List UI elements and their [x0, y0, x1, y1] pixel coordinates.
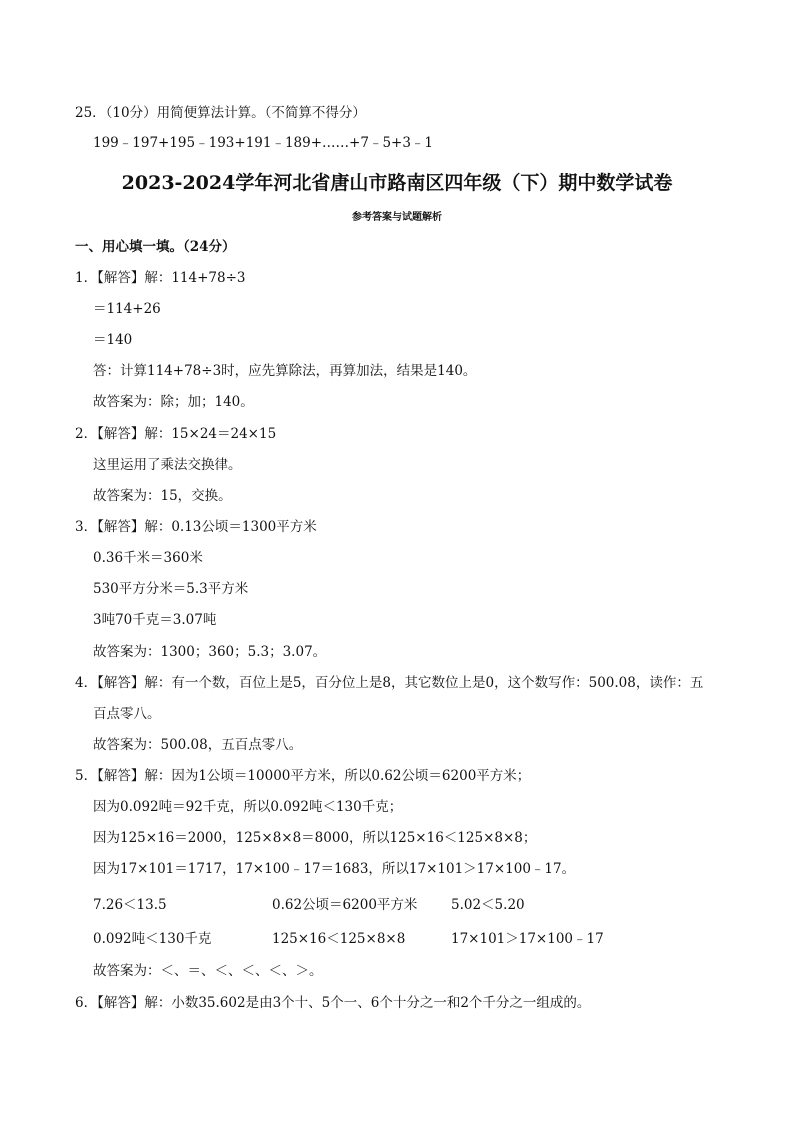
answer-5-line: 因为125×16＝2000，125×8×8＝8000，所以125×16＜125×8×8； — [93, 830, 537, 846]
answer-1-head: 1．【解答】解：114+78÷3 — [75, 270, 246, 286]
answer-3-line: 故答案为：1300；360；5.3；3.07。 — [93, 644, 327, 660]
answer-3-line: 3吨70千克＝3.07吨 — [93, 612, 217, 628]
answer-3-line: 530平方分米＝5.3平方米 — [93, 581, 249, 597]
answer-2-line: 故答案为：15，交换。 — [93, 488, 232, 504]
comparison-cell: 5.02＜5.20 — [451, 897, 525, 913]
answer-5-line: 因为0.092吨＝92千克，所以0.092吨＜130千克； — [93, 799, 403, 815]
answer-1-line: ＝140 — [93, 332, 133, 348]
answer-1-line: 故答案为：除；加；140。 — [93, 394, 254, 410]
comparison-cell: 7.26＜13.5 — [93, 897, 167, 913]
page-subtitle: 参考答案与试题解析 — [352, 212, 442, 223]
answer-4-head: 4．【解答】解：有一个数，百位上是5，百分位上是8，其它数位上是0，这个数写作：500.08，读作：五 — [75, 675, 704, 691]
answer-5-head: 5．【解答】解：因为1公顷＝10000平方米，所以0.62公顷＝6200平方米； — [75, 768, 531, 784]
comparison-cell: 0.62公顷＝6200平方米 — [272, 897, 418, 913]
answer-3-head: 3．【解答】解：0.13公顷＝1300平方米 — [75, 519, 317, 535]
comparison-cell: 0.092吨＜130千克 — [93, 931, 212, 947]
comparison-cell: 125×16＜125×8×8 — [272, 931, 406, 947]
answer-5-line: 故答案为：＜、＝、＜、＜、＜、＞。 — [93, 963, 323, 979]
answer-1-line: ＝114+26 — [93, 301, 161, 317]
question-25-header: 25．（10分）用简便算法计算。（不简算不得分） — [75, 105, 366, 121]
answer-2-line: 这里运用了乘法交换律。 — [93, 457, 242, 473]
answer-6-head: 6．【解答】解：小数35.602是由3个十、5个一、6个十分之一和2个千分之一组成的。 — [75, 995, 591, 1011]
answer-4-line: 故答案为：500.08，五百点零八。 — [93, 737, 303, 753]
answer-2-head: 2．【解答】解：15×24＝24×15 — [75, 426, 277, 442]
answer-1-line: 答：计算114+78÷3时，应先算除法，再算加法，结果是140。 — [93, 363, 477, 379]
question-25-expression: 199﹣197+195﹣193+191﹣189+……+7﹣5+3﹣1 — [93, 135, 434, 151]
comparison-cell: 17×101＞17×100﹣17 — [451, 931, 604, 947]
answer-3-line: 0.36千米＝360米 — [93, 550, 203, 566]
page-title: 2023-2024学年河北省唐山市路南区四年级（下）期中数学试卷 — [121, 172, 673, 194]
answer-4-line: 百点零八。 — [93, 706, 161, 722]
section-1-heading: 一、用心填一填。（24分） — [75, 239, 236, 255]
answer-5-line: 因为17×101＝1717，17×100﹣17＝1683，所以17×101＞17×100﹣17。 — [93, 861, 576, 877]
